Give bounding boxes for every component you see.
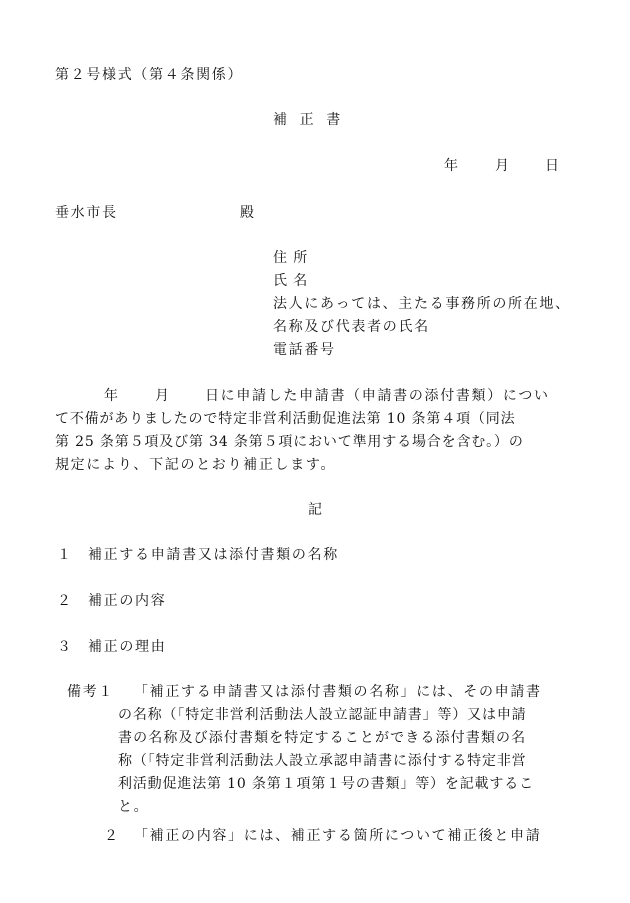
body-line-4: 規定により、下記のとおり補正します。	[55, 457, 337, 473]
note-1-line-1: 「補正する申請書又は添付書類の名称」には、その申請書	[134, 684, 542, 700]
item-label: 補正の理由	[88, 639, 167, 655]
applicant-name: 氏名	[273, 273, 314, 289]
note-1-line-6: と。	[118, 799, 150, 815]
body-line-2: て不備がありましたので特定非営利活動促進法第 10 条第４項（同法	[55, 411, 516, 427]
body-line-3: 第 25 条第５項及び第 34 条第５項において準用する場合を含む。）の	[55, 434, 524, 450]
body-month: 月	[155, 388, 171, 404]
addressee-name: 垂水市長	[55, 205, 118, 221]
document-title: 補正書	[273, 112, 353, 128]
item-number: ３	[57, 639, 73, 655]
notes-heading: 備考１	[67, 684, 115, 700]
ki-heading: 記	[308, 502, 324, 518]
note-2-number: ２	[104, 828, 120, 844]
addressee-honorific: 殿	[240, 205, 256, 221]
note-2-line-1: 「補正の内容」には、補正する箇所について補正後と申請	[134, 828, 542, 844]
date-day: 日	[545, 158, 561, 174]
form-label: 第２号様式（第４条関係）	[55, 67, 244, 83]
item-label: 補正の内容	[88, 593, 167, 609]
item-number: １	[57, 547, 73, 563]
item-number: ２	[57, 593, 73, 609]
applicant-phone: 電話番号	[273, 342, 336, 358]
note-1-line-2: の名称（「特定非営利活動法人設立認証申請書」等）又は申請	[118, 707, 527, 723]
applicant-corp-note-1: 法人にあっては、主たる事務所の所在地、	[273, 296, 571, 312]
note-1-line-5: 利活動促進法第 10 条第１項第１号の書類」等）を記載するこ	[118, 776, 534, 792]
applicant-address: 住所	[273, 250, 314, 266]
note-1-line-3: 書の名称及び添付書類を特定することができる添付書類の名	[118, 730, 527, 746]
applicant-corp-note-2: 名称及び代表者の氏名	[273, 319, 430, 335]
date-month: 月	[495, 158, 511, 174]
date-year: 年	[444, 158, 460, 174]
body-line-1: 日に申請した申請書（申請書の添付書類）につい	[205, 388, 550, 404]
body-year: 年	[104, 388, 120, 404]
note-1-line-4: 称（「特定非営利活動法人設立承認申請書に添付する特定非営	[118, 753, 527, 769]
item-label: 補正する申請書又は添付書類の名称	[88, 547, 339, 563]
